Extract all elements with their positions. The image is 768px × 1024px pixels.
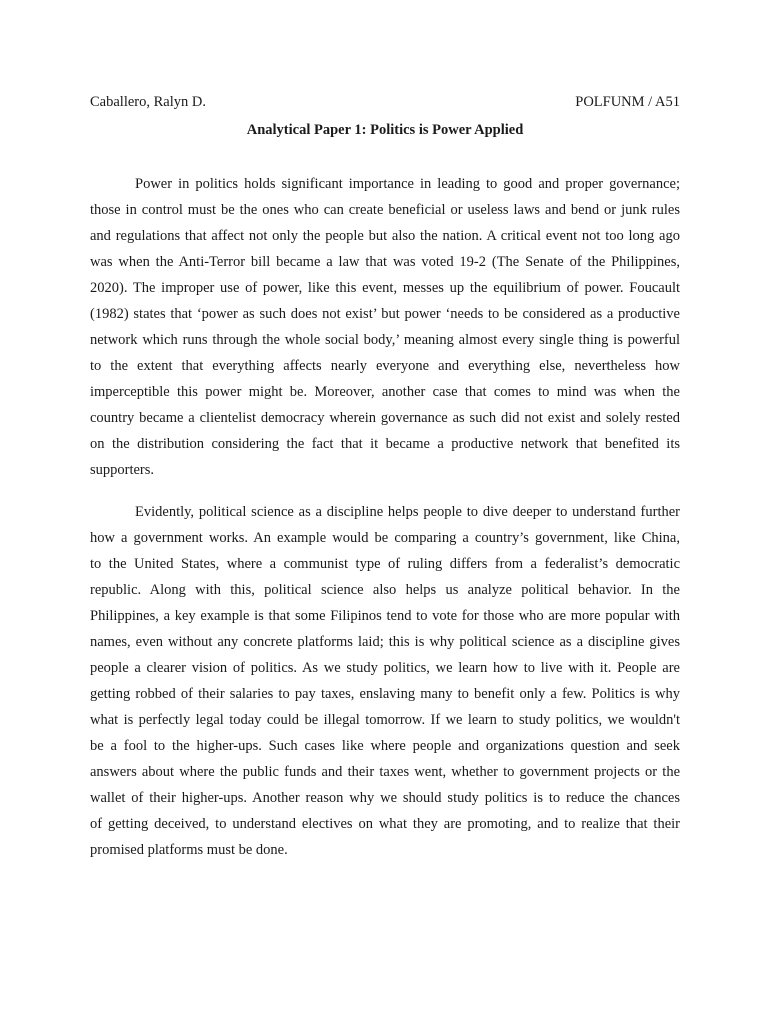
document-body	[90, 171, 680, 879]
text-line: Power in politics holds significant importance in leading to good and proper governance;	[135, 176, 680, 192]
text-line: republic. Along with this, political science also helps us analyze political behavior. In the	[90, 582, 680, 598]
text-line: Philippines, a key example is that some Filipinos tend to vote for those who are more popular with	[90, 608, 680, 624]
text-line: to the extent that everything affects nearly everyone and everything else, nevertheless how	[90, 358, 680, 374]
paragraph-1	[90, 171, 680, 483]
text-line: getting robbed of their salaries to pay taxes, enslaving many to benefit only a few. Politics is why	[90, 686, 680, 702]
text-line: what is perfectly legal today could be illegal tomorrow. If we learn to study politics, we wouldn't	[90, 712, 680, 728]
text-line: names, even without any concrete platforms laid; this is why political science as a discipline gives	[90, 634, 680, 650]
text-line: (1982) states that ‘power as such does not exist’ but power ‘needs to be considered as a productive	[90, 306, 680, 322]
text-line: of getting deceived, to understand electives on what they are promoting, and to realize that their	[90, 816, 680, 832]
text-line: wallet of their higher-ups. Another reason why we should study politics is to reduce the chances	[90, 790, 680, 806]
text-line: imperceptible this power might be. Moreover, another case that comes to mind was when the	[90, 384, 680, 400]
text-line: how a government works. An example would be comparing a country’s government, like China,	[90, 530, 680, 546]
paragraph-2	[90, 499, 680, 863]
text-line: and regulations that affect not only the people but also the nation. A critical event not too long ago	[90, 228, 680, 244]
text-line: on the distribution considering the fact that it became a productive network that benefited its	[90, 436, 680, 452]
text-line: 2020). The improper use of power, like this event, messes up the equilibrium of power. Foucault	[90, 280, 680, 296]
text-line: supporters.	[90, 462, 155, 478]
author-name: Caballero, Ralyn D.	[90, 94, 206, 110]
text-line: answers about where the public funds and their taxes went, whether to government projects or the	[90, 764, 680, 780]
text-line: those in control must be the ones who can create beneficial or useless laws and bend or junk rules	[90, 202, 680, 218]
text-line: Evidently, political science as a discipline helps people to dive deeper to understand further	[135, 504, 680, 520]
text-line: promised platforms must be done.	[90, 842, 288, 858]
text-line: to the United States, where a communist type of ruling differs from a federalist’s democratic	[90, 556, 680, 572]
paper-title: Analytical Paper 1: Politics is Power Applied	[246, 122, 524, 138]
text-line: be a fool to the higher-ups. Such cases like where people and organizations question and seek	[90, 738, 680, 754]
course-code: POLFUNM / A51	[575, 94, 680, 110]
text-line: network which runs through the whole social body,’ meaning almost every single thing is powerful	[90, 332, 680, 348]
text-line: people a clearer vision of politics. As we study politics, we learn how to live with it. People are	[90, 660, 680, 676]
text-line: country became a clientelist democracy wherein governance as such did not exist and solely rested	[90, 410, 680, 426]
text-line: was when the Anti-Terror bill became a law that was voted 19-2 (The Senate of the Philippines,	[90, 254, 680, 270]
